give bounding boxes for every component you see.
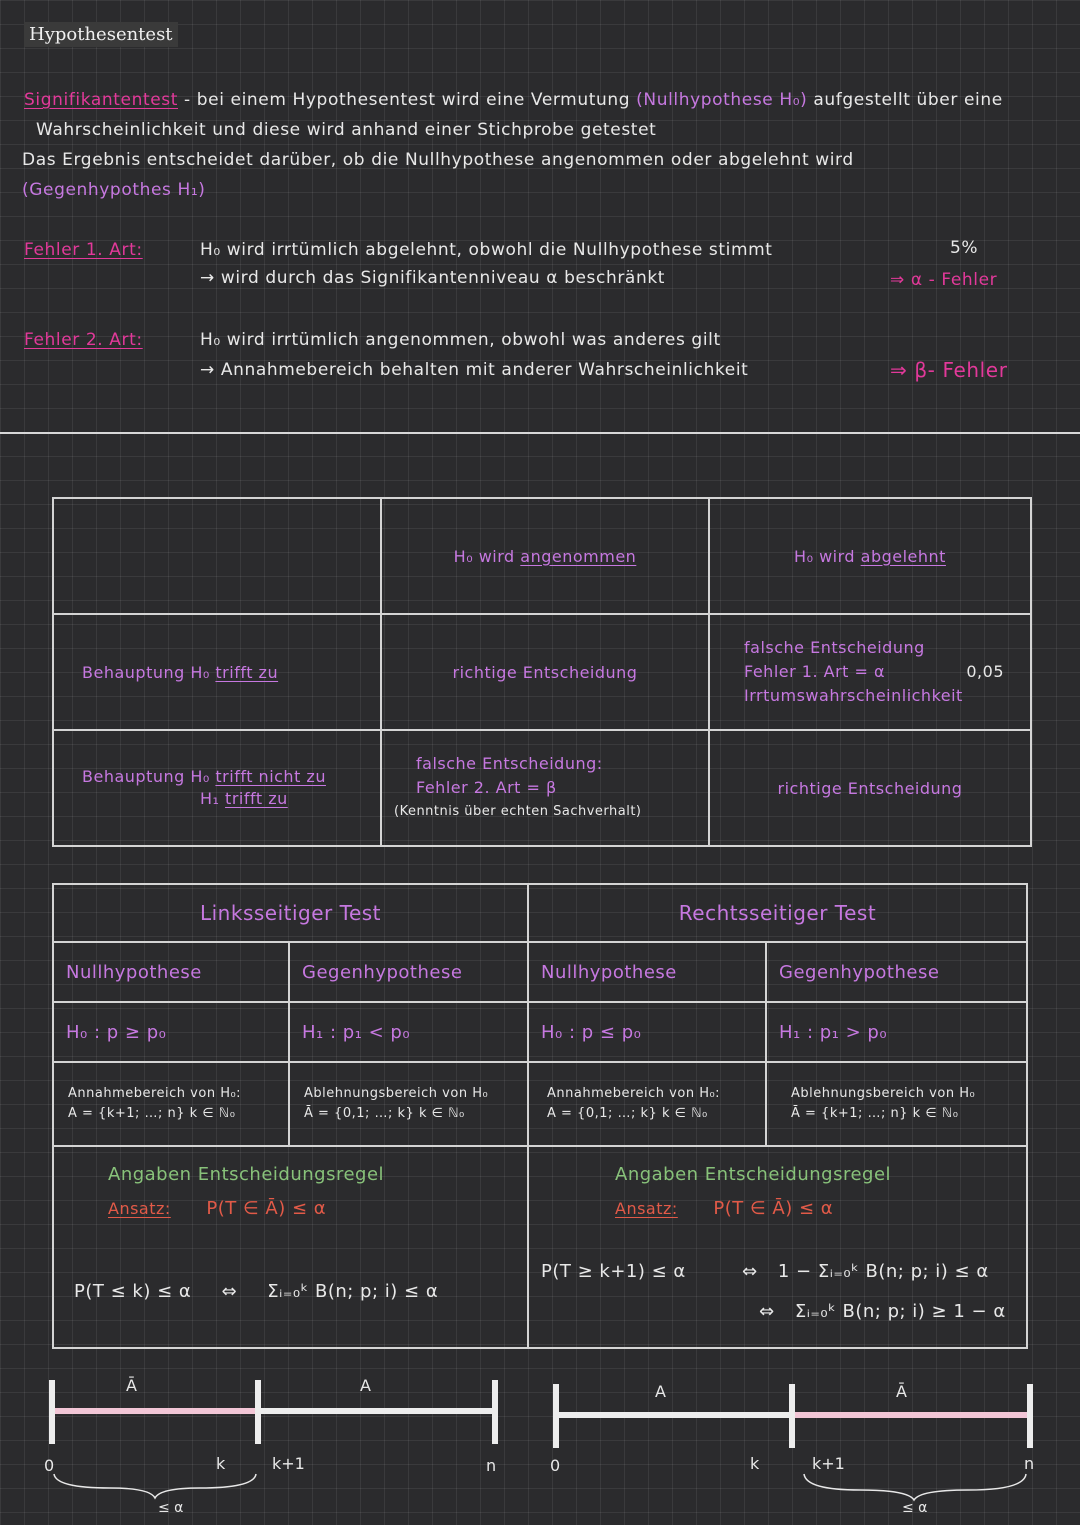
right-reject-set: Ā = {k+1; …; n} k ∈ ℕ₀ xyxy=(791,1106,959,1121)
error-type2-label: Fehler 2. Art: xyxy=(24,330,143,350)
row2-label-b: trifft zu xyxy=(225,789,288,808)
intro-line-4: (Gegenhypothes H₁) xyxy=(22,180,206,200)
row2-prefix: Behauptung H₀ xyxy=(82,767,210,786)
right-reject-segment xyxy=(792,1412,1030,1418)
left-ansatz-formula: P(T ∈ Ā) ≤ α xyxy=(206,1197,327,1219)
left-accept-segment xyxy=(258,1408,496,1414)
left-brace xyxy=(50,1468,260,1502)
left-accept-range xyxy=(53,1062,289,1146)
row2-correct-decision: richtige Entscheidung xyxy=(709,730,1031,846)
right-sum-1: 1 − Σᵢ₌₀ᵏ B(n; p; i) ≤ α xyxy=(777,1260,989,1282)
row1-irrtum: Irrtumswahrscheinlichkeit xyxy=(744,686,963,705)
right-rule-title: Angaben Entscheidungsregel xyxy=(615,1163,892,1185)
formula-row xyxy=(53,1236,1027,1348)
left-label-zero: 0 xyxy=(44,1456,55,1475)
left-label-k1: k+1 xyxy=(272,1454,305,1473)
row1-error-type1: Fehler 1. Art = α xyxy=(744,662,886,681)
left-rule xyxy=(53,1146,528,1236)
header-rejected-label: abgelehnt xyxy=(860,546,946,566)
left-label-k: k xyxy=(216,1454,226,1473)
right-equiv-2: ⇔ xyxy=(759,1300,775,1322)
left-formula-cell xyxy=(53,1236,528,1348)
right-ansatz-formula: P(T ∈ Ā) ≤ α xyxy=(713,1197,834,1219)
decision-row-2 xyxy=(53,730,1031,846)
row2-label-a: trifft nicht zu xyxy=(215,767,326,786)
row2-header xyxy=(53,730,381,846)
right-tick-start xyxy=(553,1384,559,1448)
error-type2-result: ⇒ β- Fehler xyxy=(890,358,1008,382)
right-label-a: A xyxy=(655,1382,666,1401)
left-accept-set: A = {k+1; …; n} k ∈ ℕ₀ xyxy=(68,1106,236,1121)
left-reject-set: Ā = {0,1; …; k} k ∈ ℕ₀ xyxy=(304,1106,465,1121)
left-reject-title: Ablehnungsbereich von H₀ xyxy=(304,1086,489,1101)
decision-header-row xyxy=(53,498,1031,614)
left-sum: Σᵢ₌₀ᵏ B(n; p; i) ≤ α xyxy=(267,1281,439,1302)
header-accepted xyxy=(381,498,709,614)
left-tick-start xyxy=(49,1380,55,1444)
right-null-header: Nullhypothese xyxy=(528,942,766,1002)
left-formula: P(T ≤ k) ≤ α xyxy=(74,1281,192,1302)
rule-row xyxy=(53,1146,1027,1236)
row2-error-type2: Fehler 2. Art = β xyxy=(416,778,557,797)
right-formula: P(T ≥ k+1) ≤ α xyxy=(541,1260,686,1282)
intro-h0-paren: (Nullhypothese H₀) xyxy=(636,90,808,110)
hypothesis-header-row xyxy=(53,942,1027,1002)
section-divider xyxy=(0,432,1080,434)
right-h1: H₁ : p₁ > p₀ xyxy=(766,1002,1027,1062)
left-rule-title: Angaben Entscheidungsregel xyxy=(108,1163,385,1185)
error-type1-line2: → wird durch das Signifikantenniveau α beschränkt xyxy=(200,268,666,288)
right-tick-k xyxy=(789,1384,795,1448)
right-label-abar: Ā xyxy=(896,1382,907,1401)
test-table xyxy=(52,883,1028,1349)
right-alt-header: Gegenhypothese xyxy=(766,942,1027,1002)
left-reject-segment xyxy=(52,1408,258,1414)
left-h1: H₁ : p₁ < p₀ xyxy=(289,1002,528,1062)
right-tick-end xyxy=(1027,1384,1033,1448)
left-reject-range xyxy=(289,1062,528,1146)
right-formula-cell xyxy=(528,1236,1027,1348)
left-label-abar: Ā xyxy=(126,1376,137,1395)
row1-error-line xyxy=(744,660,1022,684)
error-type1-line1: H₀ wird irrtümlich abgelehnt, obwohl die Nullhypothese stimmt xyxy=(200,240,773,260)
intro-text-1: - bei einem Hypothesentest wird eine Vermutung xyxy=(184,90,631,110)
left-alt-header: Gegenhypothese xyxy=(289,942,528,1002)
error-type1-percent: 5% xyxy=(950,238,979,258)
term-signifikantentest: Signifikantentest xyxy=(24,90,178,110)
header-rejected-prefix: H₀ wird xyxy=(794,546,856,566)
right-label-n: n xyxy=(1024,1454,1035,1473)
left-ansatz-label: Ansatz: xyxy=(108,1198,171,1218)
error-type2-line1: H₀ wird irrtümlich angenommen, obwohl was anderes gilt xyxy=(200,330,721,350)
page-title: Hypothesentest xyxy=(24,22,178,47)
right-brace xyxy=(800,1470,1030,1504)
left-null-header: Nullhypothese xyxy=(53,942,289,1002)
right-accept-range xyxy=(528,1062,766,1146)
row1-label: trifft zu xyxy=(215,662,279,682)
left-label-a: A xyxy=(360,1376,371,1395)
right-accept-set: A = {0,1; …; k} k ∈ ℕ₀ xyxy=(547,1106,708,1121)
row1-header xyxy=(53,614,381,730)
intro-line-1 xyxy=(24,90,1003,110)
header-accepted-prefix: H₀ wird xyxy=(453,546,515,566)
left-test-title: Linksseitiger Test xyxy=(53,884,528,942)
row2-wrong-decision xyxy=(381,730,709,846)
right-label-le-alpha: ≤ α xyxy=(902,1500,928,1516)
hypothesis-row xyxy=(53,1002,1027,1062)
right-accept-title: Annahmebereich von H₀: xyxy=(547,1086,721,1101)
left-equiv: ⇔ xyxy=(221,1281,238,1302)
right-rule xyxy=(528,1146,1027,1236)
right-label-zero: 0 xyxy=(550,1456,561,1475)
decision-table xyxy=(52,497,1032,847)
right-test-title: Rechtsseitiger Test xyxy=(528,884,1027,942)
row1-wrong-decision xyxy=(709,614,1031,730)
range-row xyxy=(53,1062,1027,1146)
row1-wrong-title: falsche Entscheidung xyxy=(744,638,925,657)
empty-cell xyxy=(53,498,381,614)
left-h0: H₀ : p ≥ p₀ xyxy=(53,1002,289,1062)
left-ansatz xyxy=(108,1192,515,1226)
row2-wrong-title: falsche Entscheidung: xyxy=(416,754,603,773)
right-formula-line-2 xyxy=(541,1292,1014,1332)
error-type1-label: Fehler 1. Art: xyxy=(24,240,143,260)
left-accept-title: Annahmebereich von H₀: xyxy=(68,1086,242,1101)
right-formula-line-1 xyxy=(541,1252,1014,1292)
left-label-le-alpha: ≤ α xyxy=(158,1500,184,1516)
decision-row-1 xyxy=(53,614,1031,730)
right-reject-title: Ablehnungsbereich von H₀ xyxy=(791,1086,976,1101)
row2-line-a xyxy=(82,766,372,788)
right-sum-2: Σᵢ₌₀ᵏ B(n; p; i) ≥ 1 − α xyxy=(794,1300,1006,1322)
right-ansatz xyxy=(615,1192,1014,1226)
intro-text-1-end: aufgestellt über eine xyxy=(813,90,1003,110)
header-rejected xyxy=(709,498,1031,614)
intro-line-3: Das Ergebnis entscheidet darüber, ob die Nullhypothese angenommen oder abgelehnt wird xyxy=(22,150,854,170)
row2-line-b xyxy=(82,788,372,810)
error-type2-line2: → Annahmebereich behalten mit anderer Wahrscheinlichkeit xyxy=(200,360,749,380)
right-accept-segment xyxy=(556,1412,792,1418)
right-label-k1: k+1 xyxy=(812,1454,845,1473)
left-tick-end xyxy=(492,1380,498,1444)
intro-line-2: Wahrscheinlichkeit und diese wird anhand einer Stichprobe getestet xyxy=(36,120,657,140)
header-accepted-label: angenommen xyxy=(520,546,637,566)
right-ansatz-label: Ansatz: xyxy=(615,1198,678,1218)
right-h0: H₀ : p ≤ p₀ xyxy=(528,1002,766,1062)
left-tick-k xyxy=(255,1380,261,1444)
right-equiv-1: ⇔ xyxy=(742,1260,758,1282)
right-label-k: k xyxy=(750,1454,760,1473)
row1-alpha-value: 0,05 xyxy=(966,662,1004,681)
row2-h1: H₁ xyxy=(200,789,220,808)
right-reject-range xyxy=(766,1062,1027,1146)
row1-prefix: Behauptung H₀ xyxy=(82,662,210,682)
error-type1-result: ⇒ α - Fehler xyxy=(890,270,998,290)
test-title-row xyxy=(53,884,1027,942)
left-label-n: n xyxy=(486,1456,497,1475)
row2-kenntnis: (Kenntnis über echten Sachverhalt) xyxy=(394,804,642,819)
row1-correct-decision: richtige Entscheidung xyxy=(381,614,709,730)
